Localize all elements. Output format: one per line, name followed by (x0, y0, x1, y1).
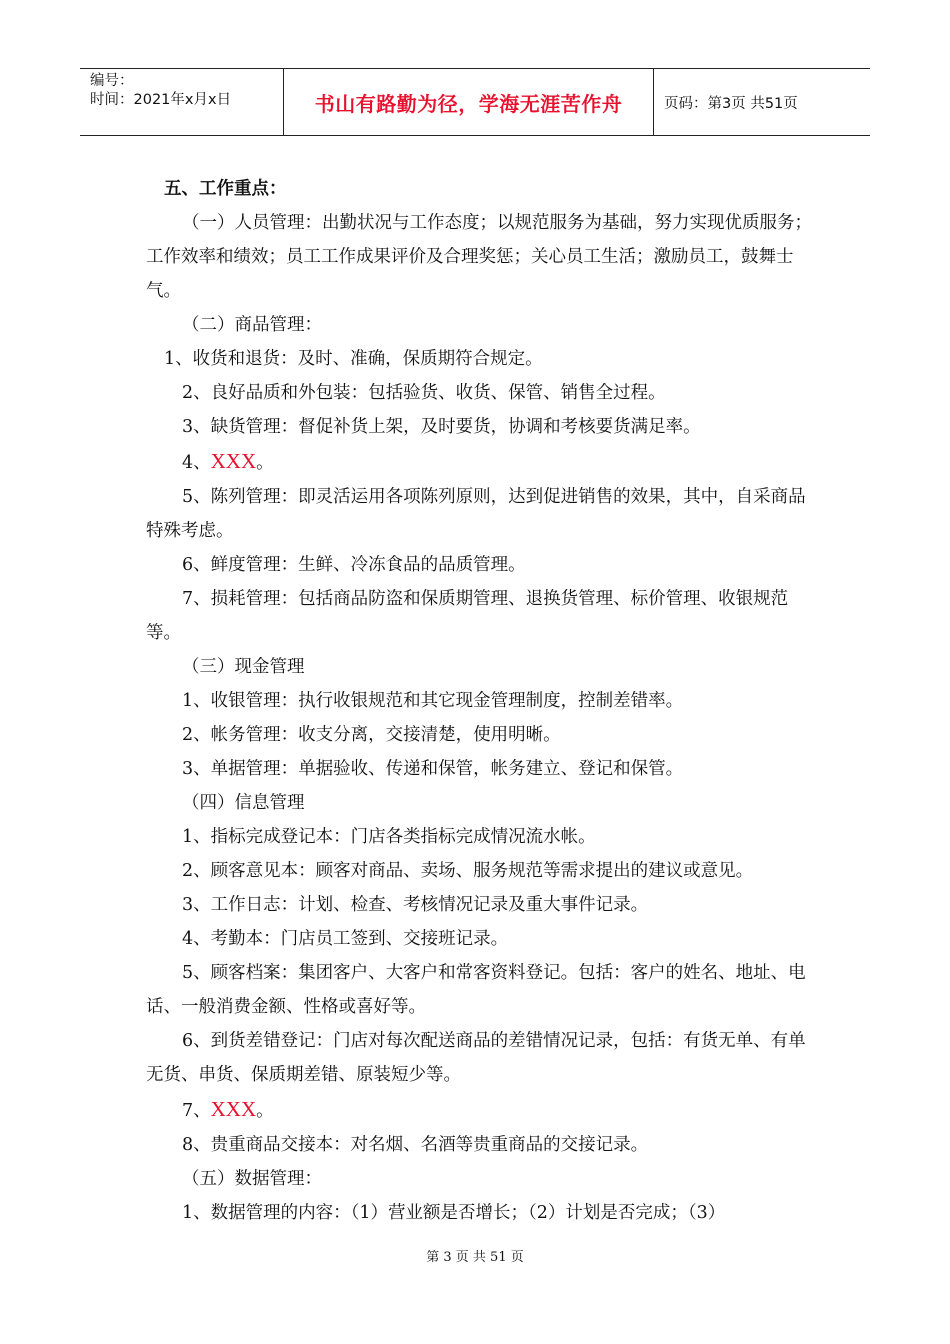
number-label: 编号： (90, 73, 134, 89)
paragraph: 6、鲜度管理：生鲜、冷冻食品的品质管理。 (182, 555, 526, 575)
paragraph: 2、帐务管理：收支分离，交接清楚，使用明晰。 (182, 725, 561, 745)
paragraph: （二）商品管理： (182, 315, 322, 335)
paragraph: 5、顾客档案：集团客户、大客户和常客资料登记。包括：客户的姓名、地址、电话、一般消费金额、性格或喜好等。 (146, 963, 806, 1017)
paragraph (146, 1092, 822, 1128)
paragraph: 4、考勤本：门店员工签到、交接班记录。 (182, 929, 509, 949)
paragraph (146, 444, 822, 480)
header-page-info: 页码：第3页 共51页 (664, 95, 798, 112)
paragraph: （三）现金管理 (182, 657, 305, 677)
punctuation: 。 (256, 1101, 274, 1121)
paragraph: （五）数据管理： (182, 1169, 322, 1189)
paragraph: 3、缺货管理：督促补货上架，及时要货，协调和考核要货满足率。 (182, 417, 701, 437)
header-motto: 书山有路勤为径，学海无涯苦作舟 (284, 69, 654, 135)
section-title: 五、工作重点： (164, 179, 287, 199)
paragraph: 6、到货差错登记：门店对每次配送商品的差错情况记录，包括：有货无单、有单无货、串货、保质期差错、原装短少等。 (146, 1031, 806, 1085)
header-meta (80, 69, 284, 135)
paragraph: 3、工作日志：计划、检查、考核情况记录及重大事件记录。 (182, 895, 649, 915)
paragraph: 3、单据管理：单据验收、传递和保管，帐务建立、登记和保管。 (182, 759, 684, 779)
page-footer: 第 3 页 共 51 页 (426, 1250, 524, 1265)
paragraph: 1、收货和退货：及时、准确，保质期符合规定。 (164, 349, 543, 369)
redacted-text: XXX (210, 1097, 257, 1121)
paragraph: 1、数据管理的内容：（1）营业额是否增长；（2）计划是否完成；（3） (182, 1203, 726, 1223)
paragraph: 2、顾客意见本：顾客对商品、卖场、服务规范等需求提出的建议或意见。 (182, 861, 754, 881)
paragraph: 2、良好品质和外包装：包括验货、收货、保管、销售全过程。 (182, 383, 666, 403)
redacted-text: XXX (210, 449, 257, 473)
time-label: 时间：2021年x月x日 (90, 92, 232, 108)
paragraph: （一）人员管理：出勤状况与工作态度；以规范服务为基础，努力实现优质服务；工作效率和绩效；员工工作成果评价及合理奖惩；关心员工生活；激励员工，鼓舞士气。 (146, 213, 812, 301)
list-number: 7、 (182, 1101, 211, 1121)
page-header (80, 68, 870, 136)
paragraph: 7、损耗管理：包括商品防盗和保质期管理、退换货管理、标价管理、收银规范等。 (146, 589, 789, 643)
paragraph: 5、陈列管理：即灵活运用各项陈列原则，达到促进销售的效果，其中，自采商品特殊考虑。 (146, 487, 806, 541)
punctuation: 。 (256, 453, 274, 473)
paragraph: 1、指标完成登记本：门店各类指标完成情况流水帐。 (182, 827, 596, 847)
paragraph: （四）信息管理 (182, 793, 305, 813)
document-body (146, 172, 822, 1230)
paragraph: 8、贵重商品交接本：对名烟、名酒等贵重商品的交接记录。 (182, 1135, 649, 1155)
paragraph: 1、收银管理：执行收银规范和其它现金管理制度，控制差错率。 (182, 691, 684, 711)
list-number: 4、 (182, 453, 211, 473)
